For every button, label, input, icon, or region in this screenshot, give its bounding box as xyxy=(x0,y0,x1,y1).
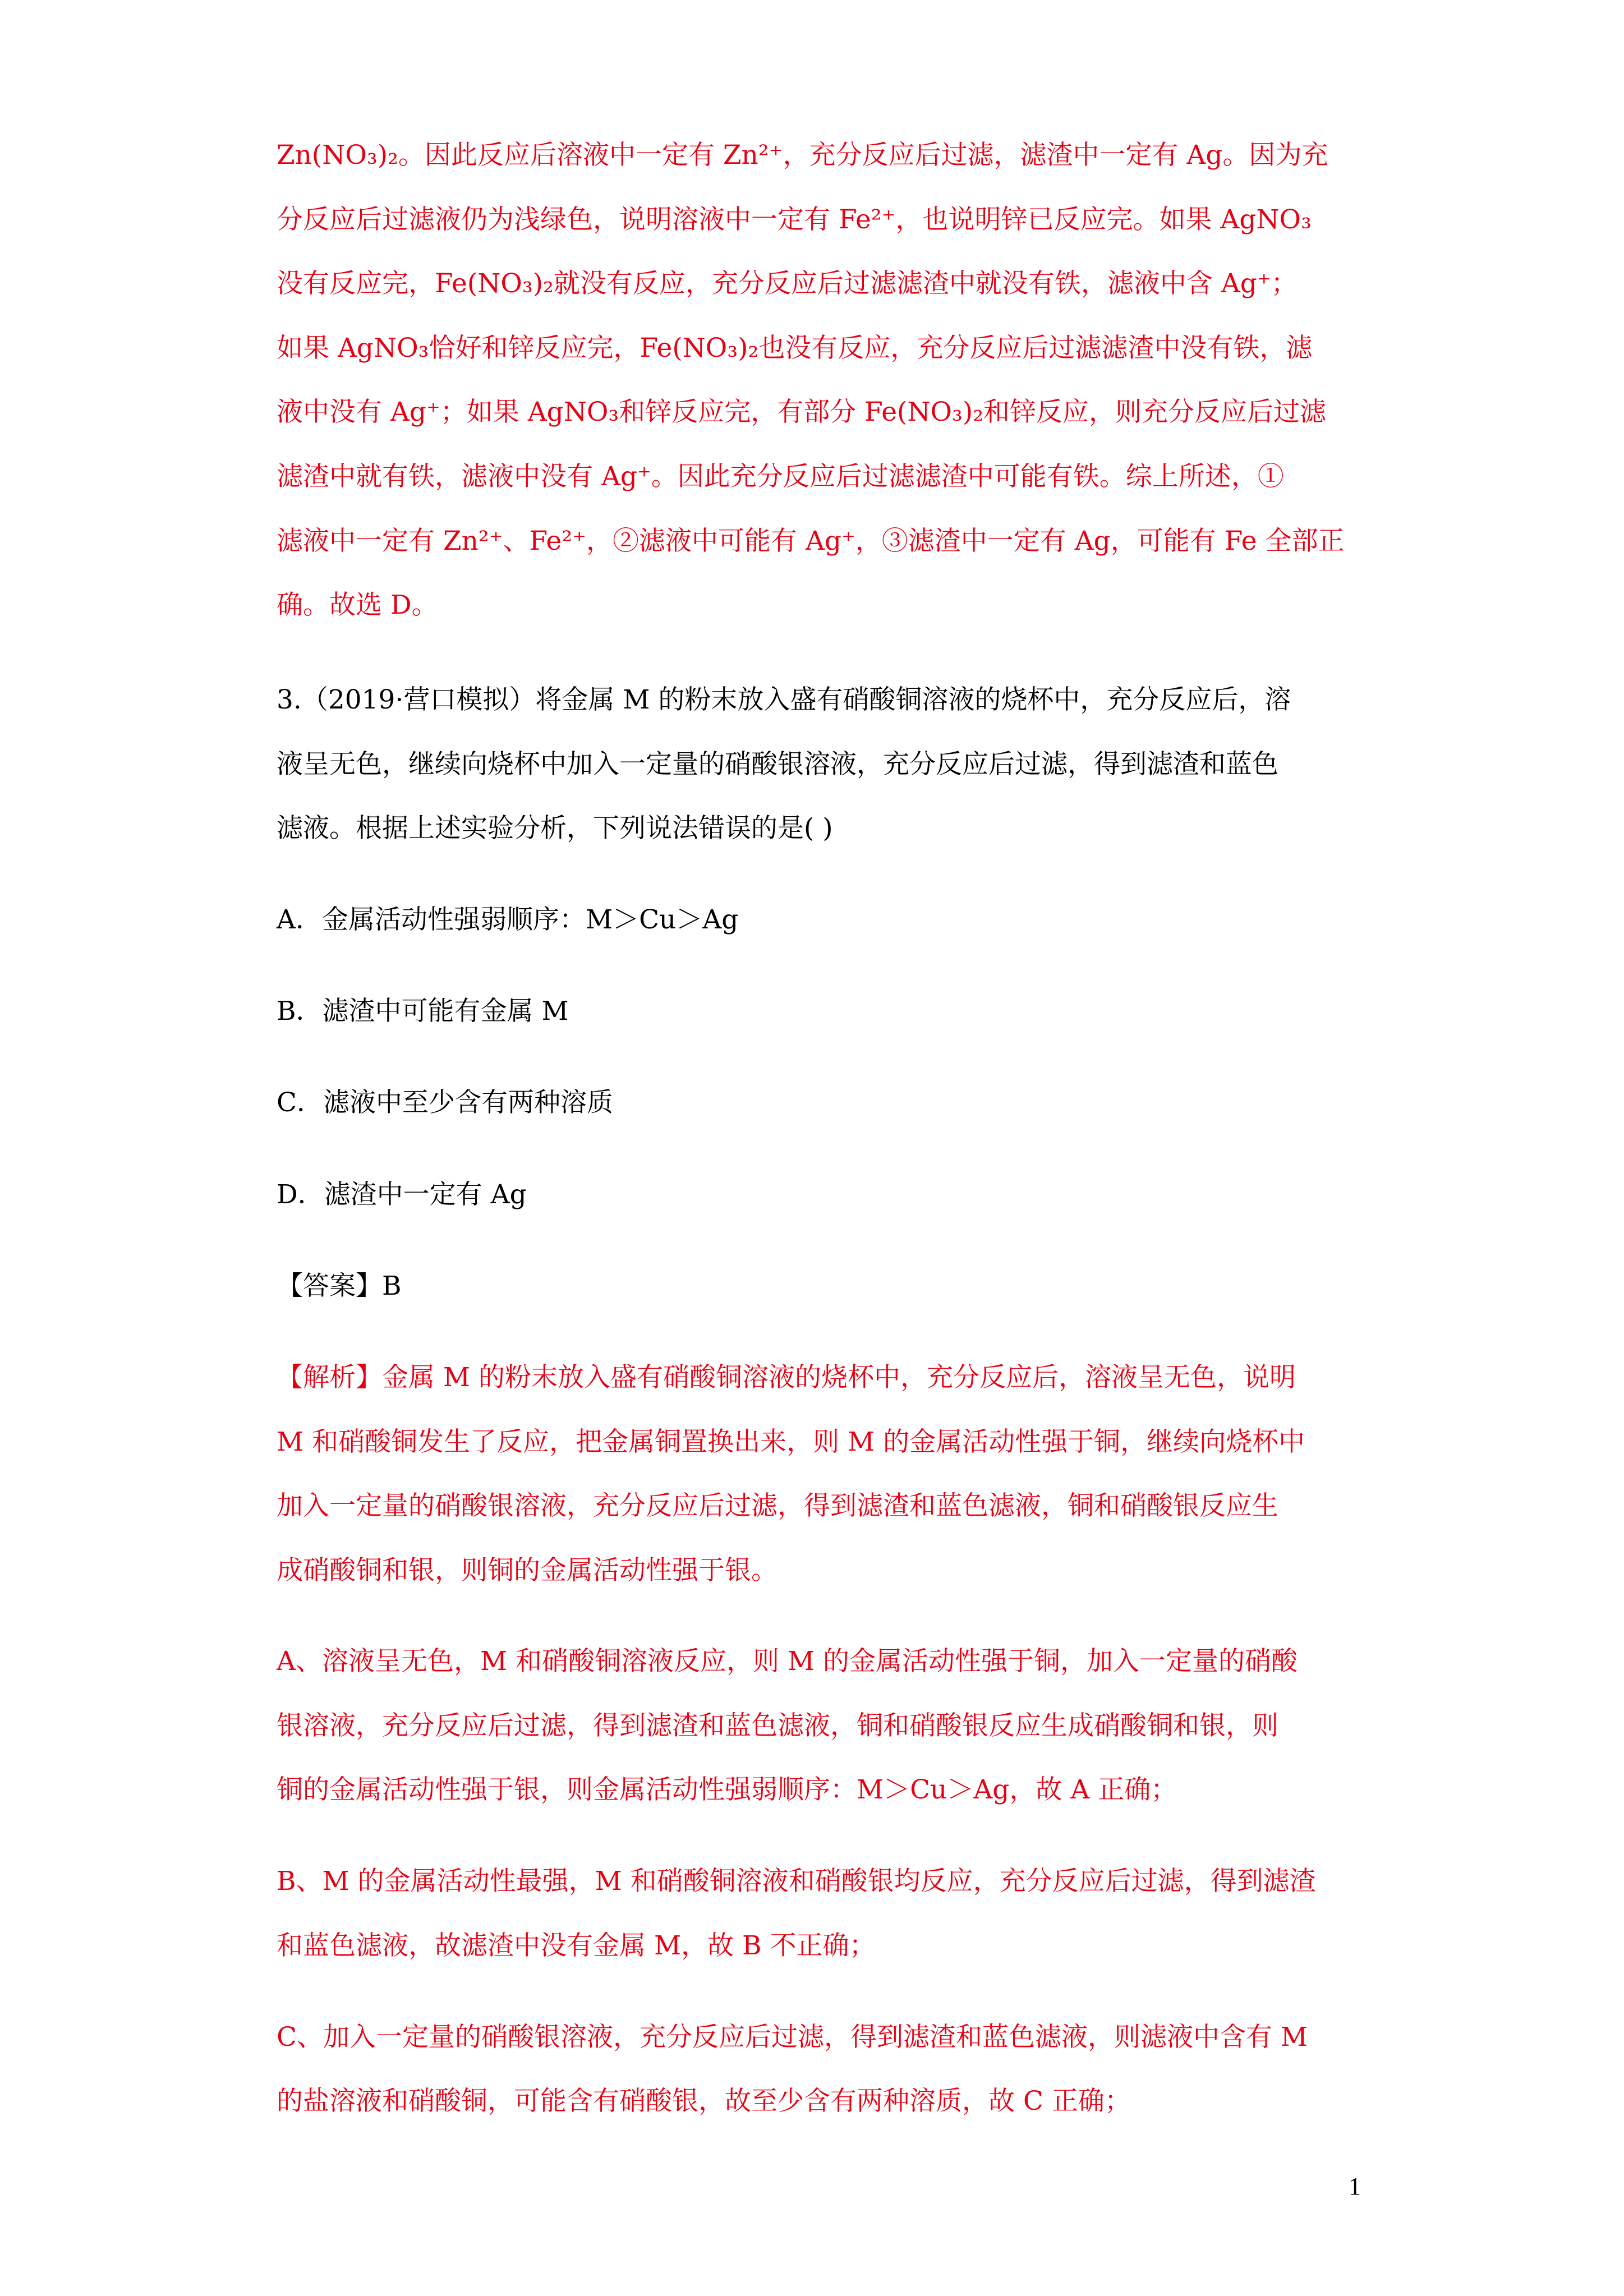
prev-explanation-line: 滤渣中就有铁，滤液中没有 Ag⁺。因此充分反应后过滤滤渣中可能有铁。综上所述，① xyxy=(277,461,1284,492)
option-d: D．滤渣中一定有 Ag xyxy=(277,1179,527,1210)
page-number: 1 xyxy=(1349,2173,1361,2200)
analysis-a-line: 铜的金属活动性强于银，则金属活动性强弱顺序：M＞Cu＞Ag，故 A 正确； xyxy=(277,1774,1177,1805)
question-stem-line: 滤液。根据上述实验分析，下列说法错误的是( ) xyxy=(277,813,833,844)
prev-explanation-line: 滤液中一定有 Zn²⁺、Fe²⁺，②滤液中可能有 Ag⁺，③滤渣中一定有 Ag，可能有 Fe 全部正 xyxy=(277,526,1345,556)
analysis-intro-line: 加入一定量的硝酸银溶液，充分反应后过滤，得到滤渣和蓝色滤液，铜和硝酸银反应生 xyxy=(277,1490,1278,1521)
analysis-intro-line: M 和硝酸铜发生了反应，把金属铜置换出来，则 M 的金属活动性强于铜，继续向烧杯中 xyxy=(277,1427,1305,1457)
prev-explanation-line: 如果 AgNO₃恰好和锌反应完，Fe(NO₃)₂也没有反应，充分反应后过滤滤渣中没有铁，滤 xyxy=(277,333,1313,364)
analysis-intro-line: 【解析】金属 M 的粉末放入盛有硝酸铜溶液的烧杯中，充分反应后，溶液呈无色，说明 xyxy=(277,1362,1296,1393)
option-a: A．金属活动性强弱顺序：M＞Cu＞Ag xyxy=(277,904,739,935)
answer: 【答案】B xyxy=(277,1271,402,1301)
option-c: C．滤液中至少含有两种溶质 xyxy=(277,1087,613,1118)
question-stem-line: 液呈无色，继续向烧杯中加入一定量的硝酸银溶液，充分反应后过滤，得到滤渣和蓝色 xyxy=(277,749,1278,780)
analysis-c-line: C、加入一定量的硝酸银溶液，充分反应后过滤，得到滤渣和蓝色滤液，则滤液中含有 M xyxy=(277,2022,1308,2053)
option-b: B．滤渣中可能有金属 M xyxy=(277,996,569,1027)
analysis-b-line: B、M 的金属活动性最强，M 和硝酸铜溶液和硝酸银均反应，充分反应后过滤，得到滤渣 xyxy=(277,1866,1316,1897)
prev-explanation-line: 分反应后过滤液仍为浅绿色，说明溶液中一定有 Fe²⁺，也说明锌已反应完。如果 AgNO₃ xyxy=(277,204,1312,235)
prev-explanation-line: 液中没有 Ag⁺；如果 AgNO₃和锌反应完，有部分 Fe(NO₃)₂和锌反应，则充分反应后过滤 xyxy=(277,397,1327,427)
prev-explanation-line: 确。故选 D。 xyxy=(277,590,438,620)
analysis-b-line: 和蓝色滤液，故滤渣中没有金属 M，故 B 不正确； xyxy=(277,1930,876,1961)
prev-explanation-line: Zn(NO₃)₂。因此反应后溶液中一定有 Zn²⁺，充分反应后过滤，滤渣中一定有 Ag。因为充 xyxy=(277,140,1328,171)
analysis-a-line: A、溶液呈无色，M 和硝酸铜溶液反应，则 M 的金属活动性强于铜，加入一定量的硝酸 xyxy=(277,1646,1298,1677)
analysis-c-line: 的盐溶液和硝酸铜，可能含有硝酸银，故至少含有两种溶质，故 C 正确； xyxy=(277,2086,1131,2116)
question-stem-line: 3.（2019·营口模拟）将金属 M 的粉末放入盛有硝酸铜溶液的烧杯中，充分反应后，溶 xyxy=(277,684,1291,715)
prev-explanation-line: 没有反应完，Fe(NO₃)₂就没有反应，充分反应后过滤滤渣中就没有铁，滤液中含 Ag⁺； xyxy=(277,268,1298,299)
analysis-intro-line: 成硝酸铜和银，则铜的金属活动性强于银。 xyxy=(277,1555,778,1586)
analysis-a-line: 银溶液，充分反应后过滤，得到滤渣和蓝色滤液，铜和硝酸银反应生成硝酸铜和银，则 xyxy=(277,1710,1278,1741)
